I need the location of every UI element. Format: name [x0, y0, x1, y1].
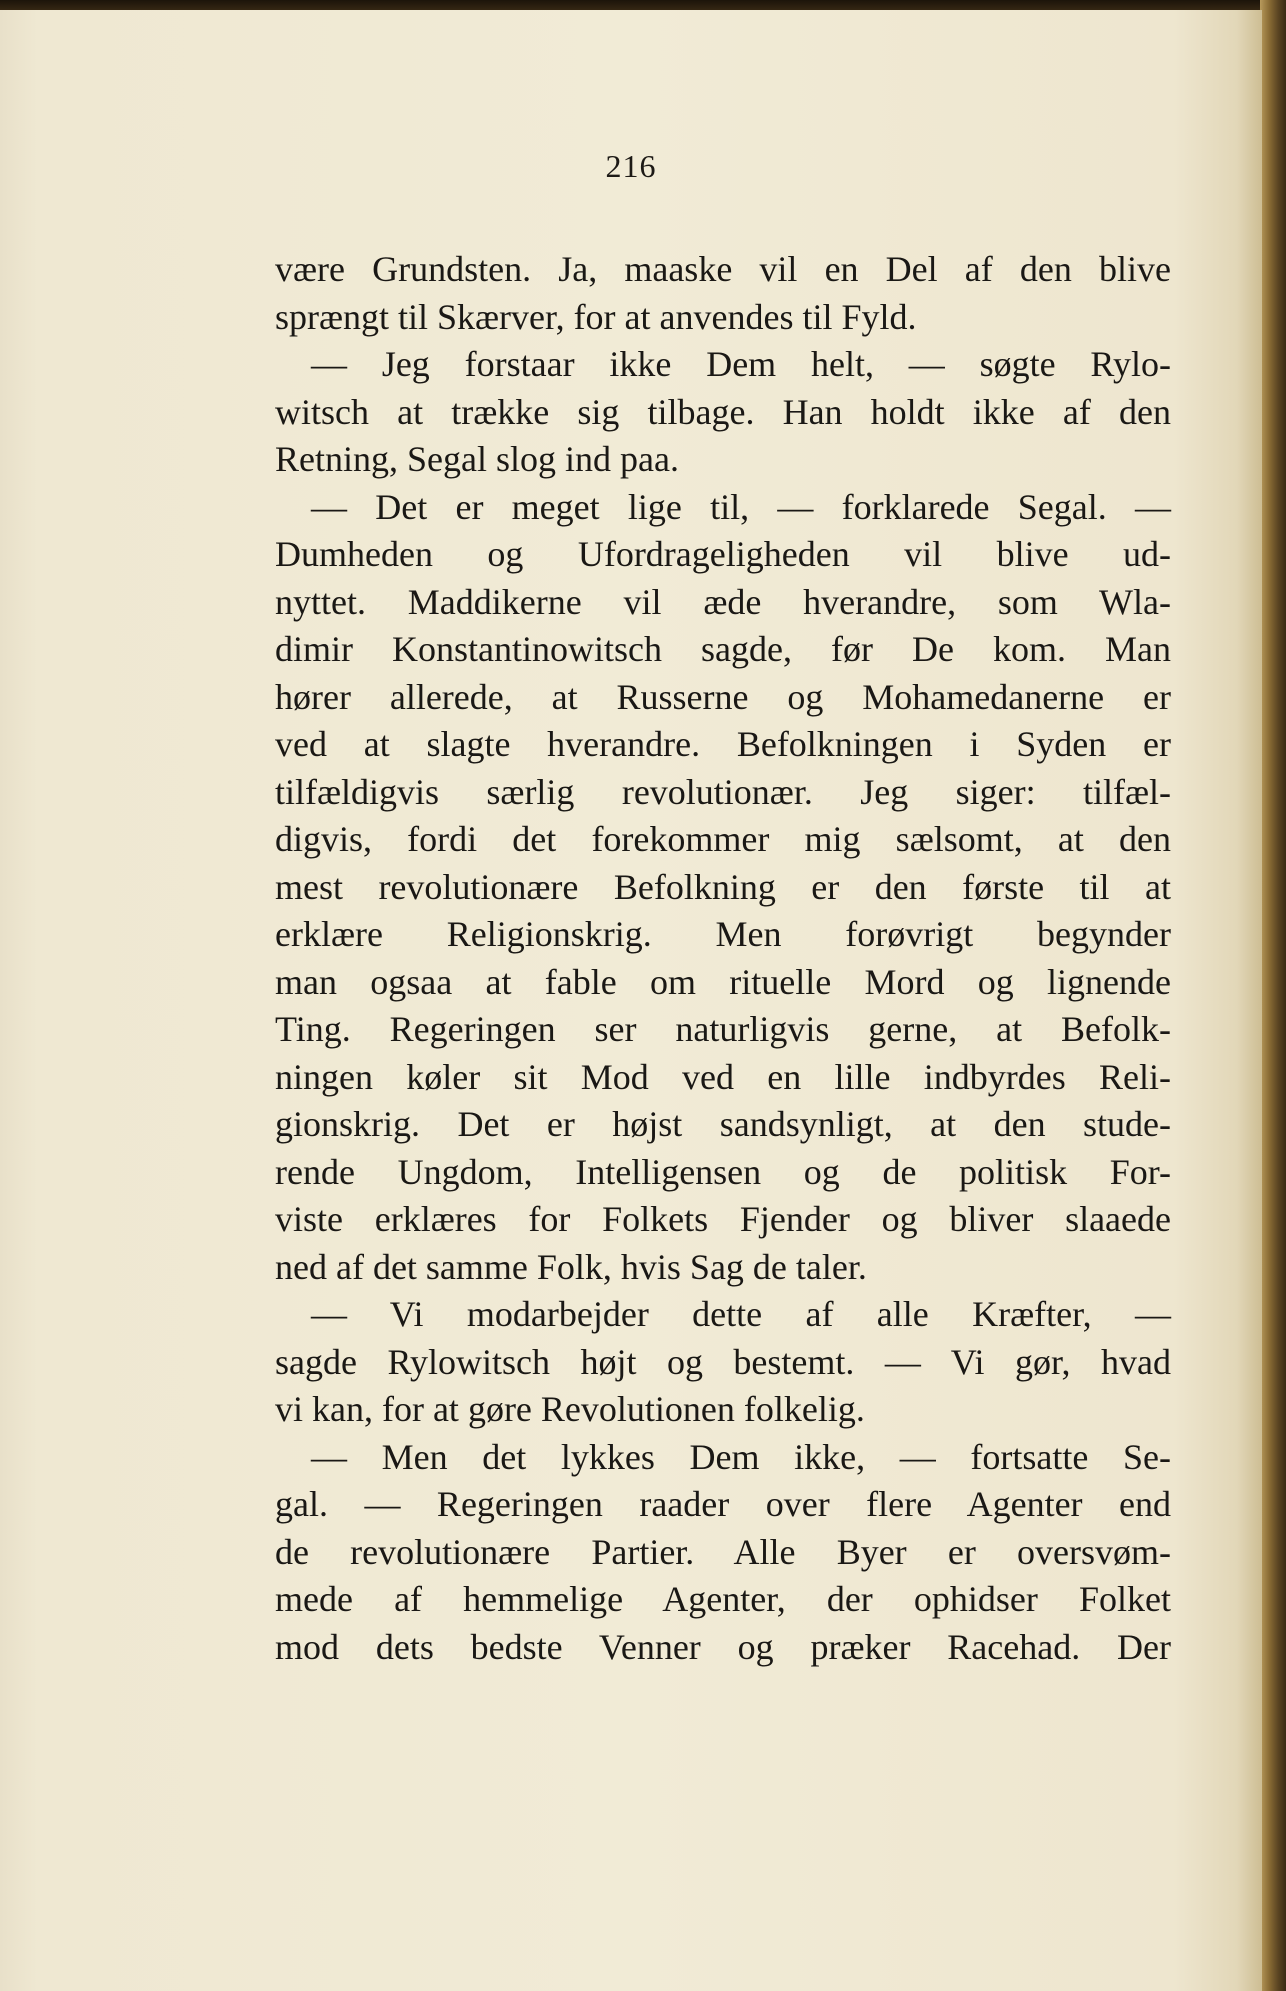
text-line: ningen køler sit Mod ved en lille indbyrdes Reli-	[275, 1056, 1171, 1097]
text-line: mod dets bedste Venner og præker Racehad. Der	[275, 1626, 1171, 1667]
text-line: ved at slagte hverandre. Befolkningen i Syden er	[275, 724, 1171, 764]
text-line: sprængt til Skærver, for at anvendes til Fyld.	[275, 296, 917, 337]
book-page	[0, 10, 1262, 1991]
text-line: tilfældigvis særlig revolutionær. Jeg siger: tilfæl-	[275, 771, 1171, 812]
text-line: rende Ungdom, Intelligensen og de politisk For-	[275, 1151, 1171, 1192]
text-line: sagde Rylowitsch højt og bestemt. — Vi gør, hvad	[275, 1341, 1171, 1382]
text-line: — Vi modarbejder dette af alle Kræfter, —	[311, 1294, 1171, 1334]
text-line: man ogsaa at fable om rituelle Mord og lignende	[275, 961, 1171, 1002]
text-line: gal. — Regeringen raader over flere Agenter end	[275, 1484, 1171, 1524]
text-line: de revolutionære Partier. Alle Byer er oversvøm-	[275, 1531, 1171, 1572]
text-line: Retning, Segal slog ind paa.	[275, 439, 679, 479]
text-line: hører allerede, at Russerne og Mohamedanerne er	[275, 676, 1171, 717]
text-line: — Det er meget lige til, — forklarede Segal. —	[311, 486, 1171, 527]
page-number: 216	[605, 148, 657, 184]
text-line: — Jeg forstaar ikke Dem helt, — søgte Rylo-	[311, 344, 1171, 384]
text-line: mest revolutionære Befolkning er den første til at	[275, 866, 1171, 907]
body-text	[275, 246, 1171, 1671]
book-page-edges	[1260, 0, 1286, 1991]
text-line: Ting. Regeringen ser naturligvis gerne, at Befolk-	[275, 1009, 1171, 1049]
text-line: — Men det lykkes Dem ikke, — fortsatte Se-	[311, 1436, 1171, 1477]
text-line: være Grundsten. Ja, maaske vil en Del af den blive	[275, 249, 1171, 289]
text-line: Dumheden og Ufordrageligheden vil blive ud-	[275, 534, 1171, 574]
text-line: erklære Religionskrig. Men forøvrigt begynder	[275, 914, 1171, 954]
text-line: ned af det samme Folk, hvis Sag de taler.	[275, 1246, 867, 1287]
text-line: witsch at trække sig tilbage. Han holdt ikke af den	[275, 391, 1171, 432]
text-line: dimir Konstantinowitsch sagde, før De kom. Man	[275, 629, 1171, 669]
text-line: gionskrig. Det er højst sandsynligt, at den stude-	[275, 1104, 1171, 1144]
text-line: nyttet. Maddikerne vil æde hverandre, som Wla-	[275, 581, 1171, 622]
text-line: viste erklæres for Folkets Fjender og bliver slaaede	[275, 1199, 1171, 1239]
text-line: vi kan, for at gøre Revolutionen folkelig.	[275, 1389, 865, 1429]
text-line: digvis, fordi det forekommer mig sælsomt, at den	[275, 819, 1171, 859]
text-line: mede af hemmelige Agenter, der ophidser Folket	[275, 1579, 1171, 1619]
